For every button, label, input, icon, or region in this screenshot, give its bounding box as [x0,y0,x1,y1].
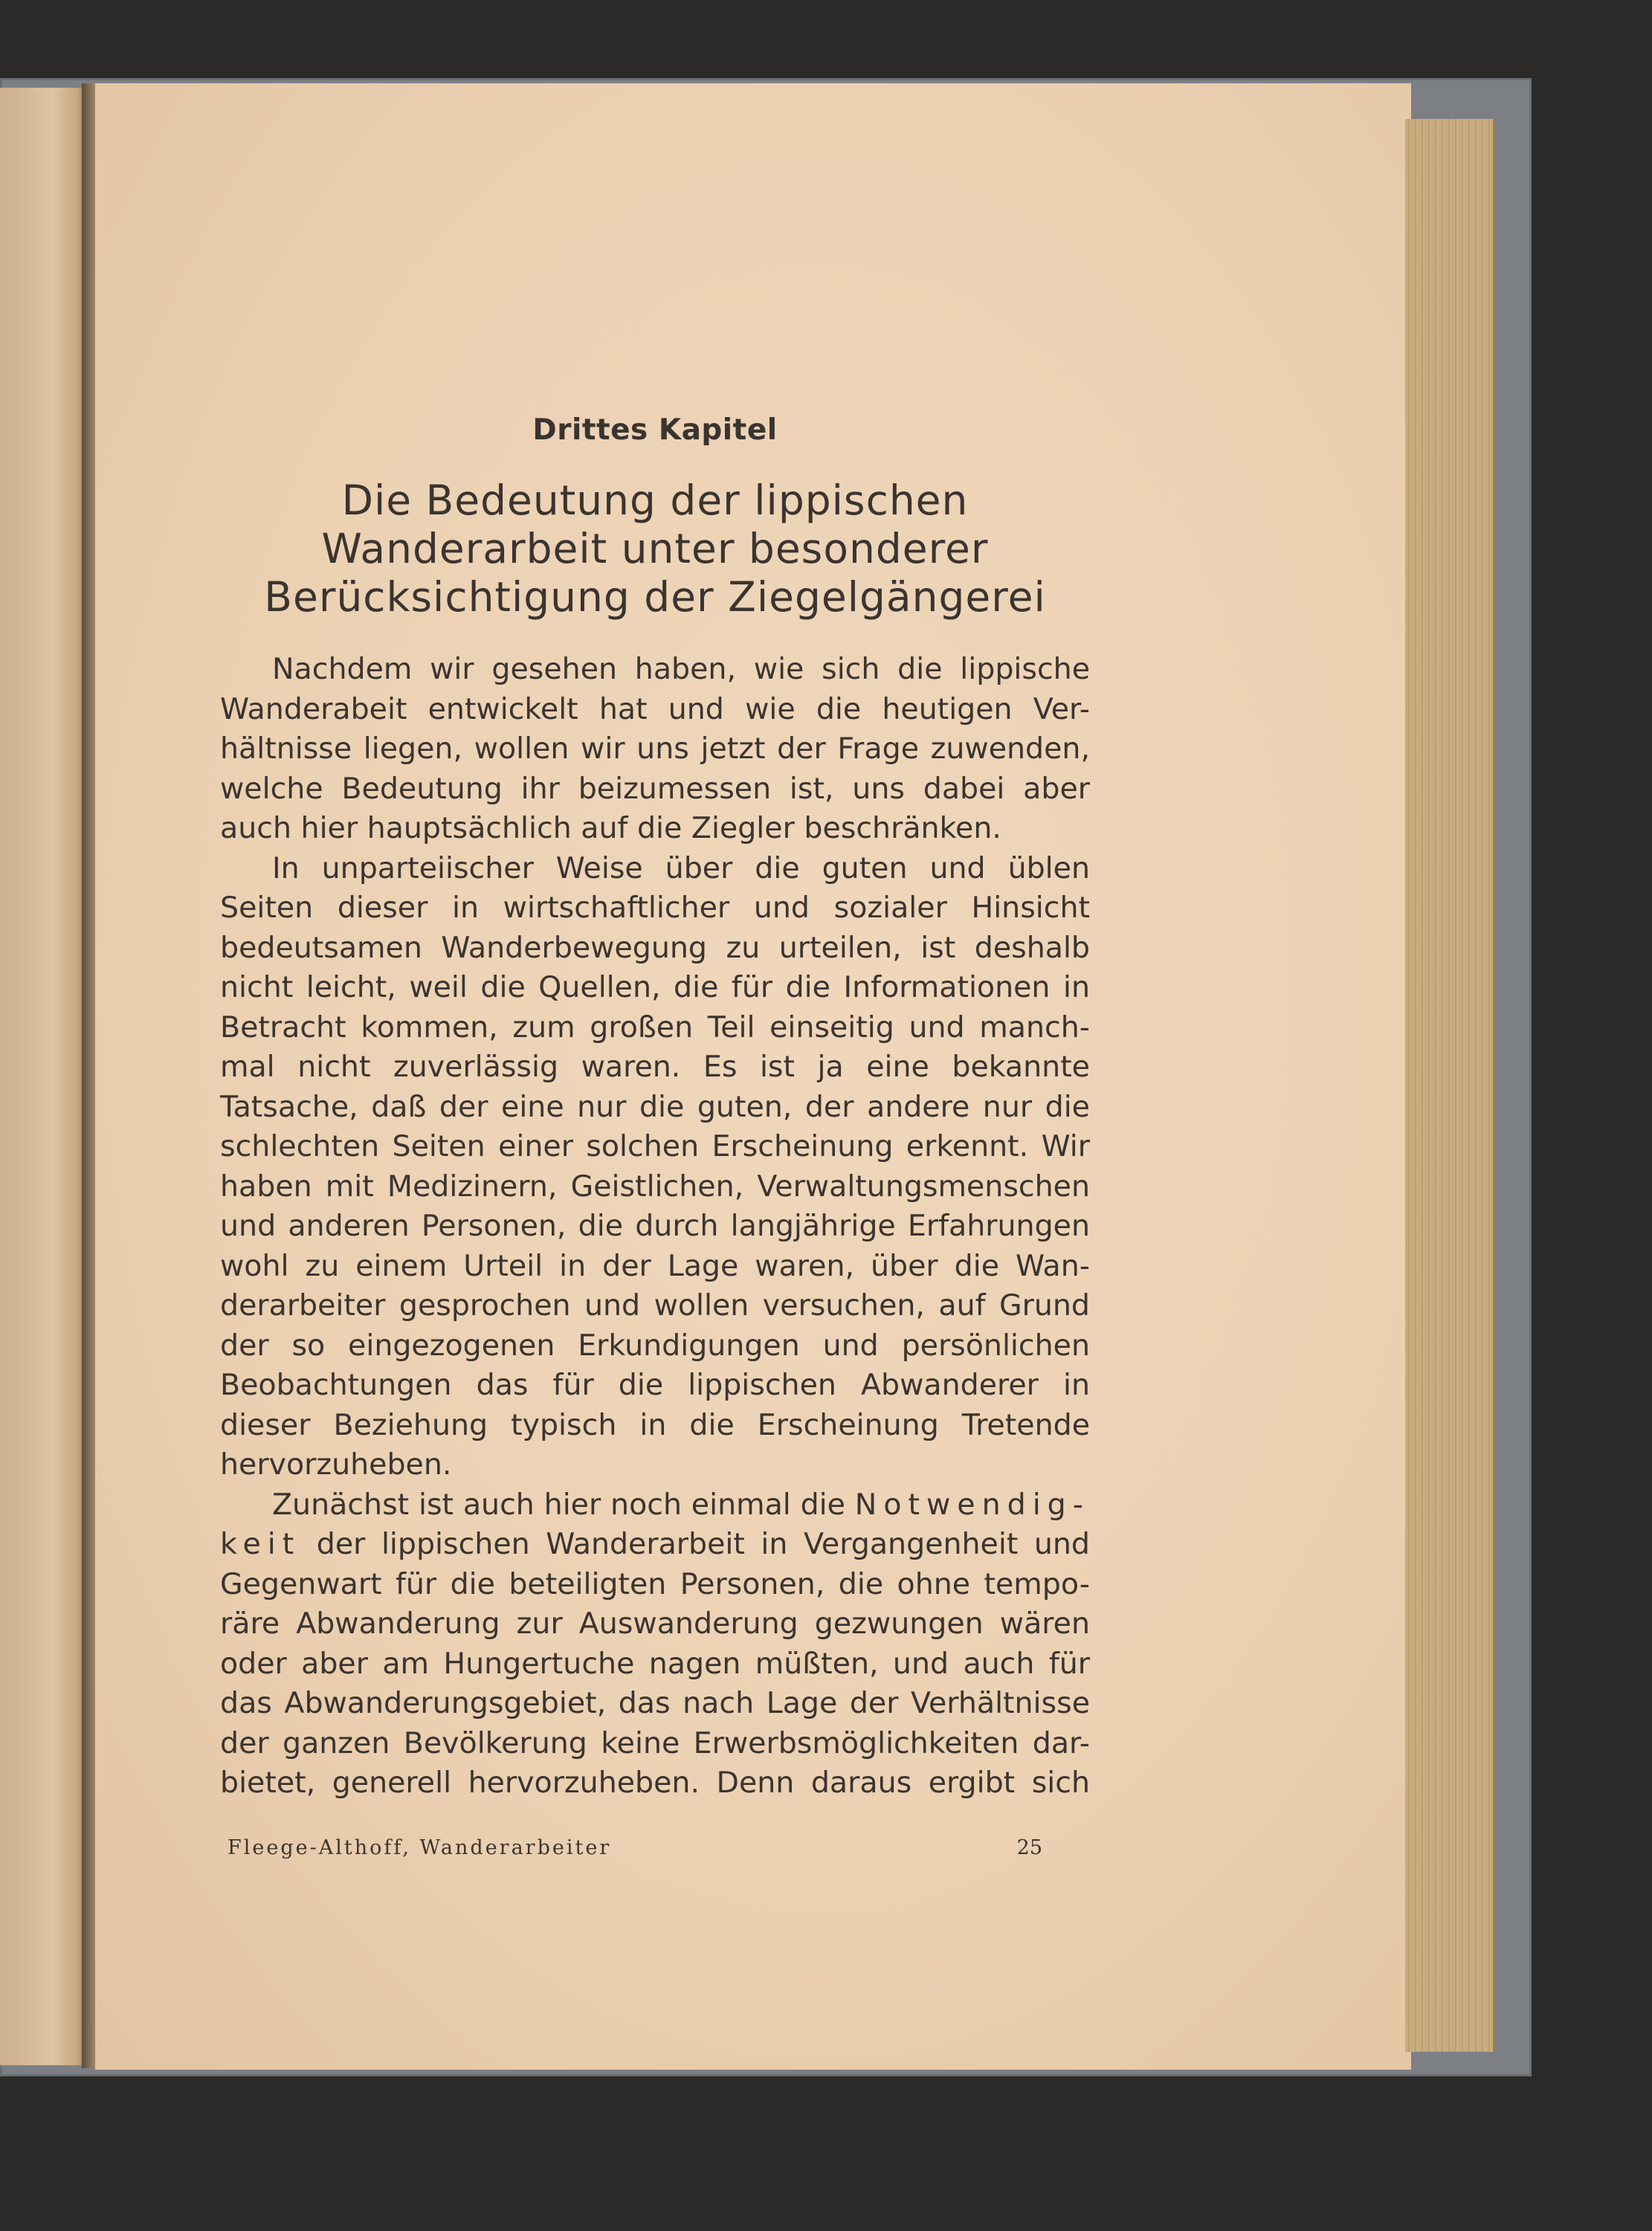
paragraph-1 [220,650,1090,849]
text-line: oder aber am Hungertuche nagen müßten, und auch für [220,1646,1090,1681]
text-line: Beobachtungen das für die lippischen Abwanderer in [220,1368,1090,1402]
title-line: Berücksichtigung der Ziegelgängerei [264,573,1046,621]
text-line: der so eingezogenen Erkundigungen und persönlichen [220,1328,1090,1363]
text-line: das Abwanderungsgebiet, das nach Lage der Verhältnisse [220,1686,1090,1720]
title-line: Wanderarbeit unter besonderer [321,525,989,572]
text-line: welche Bedeutung ihr beizumessen ist, uns dabei aber [220,771,1090,806]
text-line: bietet, generell hervorzuheben. Denn daraus ergibt sich [220,1766,1090,1800]
text-line: wohl zu einem Urteil in der Lage waren, über die Wan- [220,1248,1090,1283]
text-run: Zunächst ist auch hier noch einmal die [272,1487,845,1522]
text-line: hervorzuheben. [220,1447,452,1482]
chapter-title [220,477,1090,621]
text-line: auch hier hauptsächlich auf die Ziegler beschränken. [220,811,1001,845]
text-line: Betracht kommen, zum großen Teil einseitig und manch- [220,1010,1090,1045]
text-line [220,1485,1090,1525]
left-page [0,88,88,2065]
text-line: räre Abwanderung zur Auswanderung gezwungen wären [220,1607,1090,1641]
page-edges [1405,119,1495,2052]
page-footer [228,1836,1060,1859]
emphasized-word: keit [220,1527,301,1561]
text-line: derarbeiter gesprochen und wollen versuchen, auf Grund [220,1288,1090,1323]
text-line: und anderen Personen, die durch langjährige Erfahrungen [220,1209,1090,1243]
text-line: Seiten dieser in wirtschaftlicher und sozialer Hinsicht [220,891,1090,925]
text-line: der ganzen Bevölkerung keine Erwerbsmöglichkeiten dar- [220,1725,1090,1760]
text-line: Wanderabeit entwickelt hat und wie die heutigen Ver- [220,691,1090,726]
text-line: Tatsache, daß der eine nur die guten, der andere nur die [220,1089,1090,1124]
footer-signature: Fleege-Althoff, Wanderarbeiter [228,1836,612,1859]
chapter-label: Drittes Kapitel [532,413,778,447]
text-line: dieser Beziehung typisch in die Erscheinung Tretende [220,1407,1090,1442]
title-line: Die Bedeutung der lippischen [341,477,969,524]
text-line: schlechten Seiten einer solchen Erscheinung erkennt. Wir [220,1129,1090,1163]
text-line [220,1525,1090,1565]
text-line: haben mit Medizinern, Geistlichen, Verwaltungsmenschen [220,1169,1090,1204]
page-number: 25 [1016,1836,1042,1859]
text-line: Nachdem wir gesehen haben, wie sich die lippische [272,652,1090,686]
text-line: hältnisse liegen, wollen wir uns jetzt der Frage zuwenden, [220,732,1090,766]
text-line: Gegenwart für die beteiligten Personen, die ohne tempo- [220,1566,1090,1601]
emphasized-word: Notwendig- [854,1487,1090,1522]
text-line: In unparteiischer Weise über die guten und üblen [272,850,1090,885]
text-line: nicht leicht, weil die Quellen, die für die Informationen in [220,970,1090,1004]
paragraph-2 [220,849,1090,1485]
text-line: bedeutsamen Wanderbewegung zu urteilen, ist deshalb [220,930,1090,965]
page-text [220,413,1090,1804]
text-run: der lippischen Wanderarbeit in Vergangenheit und [316,1527,1090,1561]
text-line: mal nicht zuverlässig waren. Es ist ja eine bekannte [220,1050,1090,1084]
paragraph-3 [220,1485,1090,1804]
